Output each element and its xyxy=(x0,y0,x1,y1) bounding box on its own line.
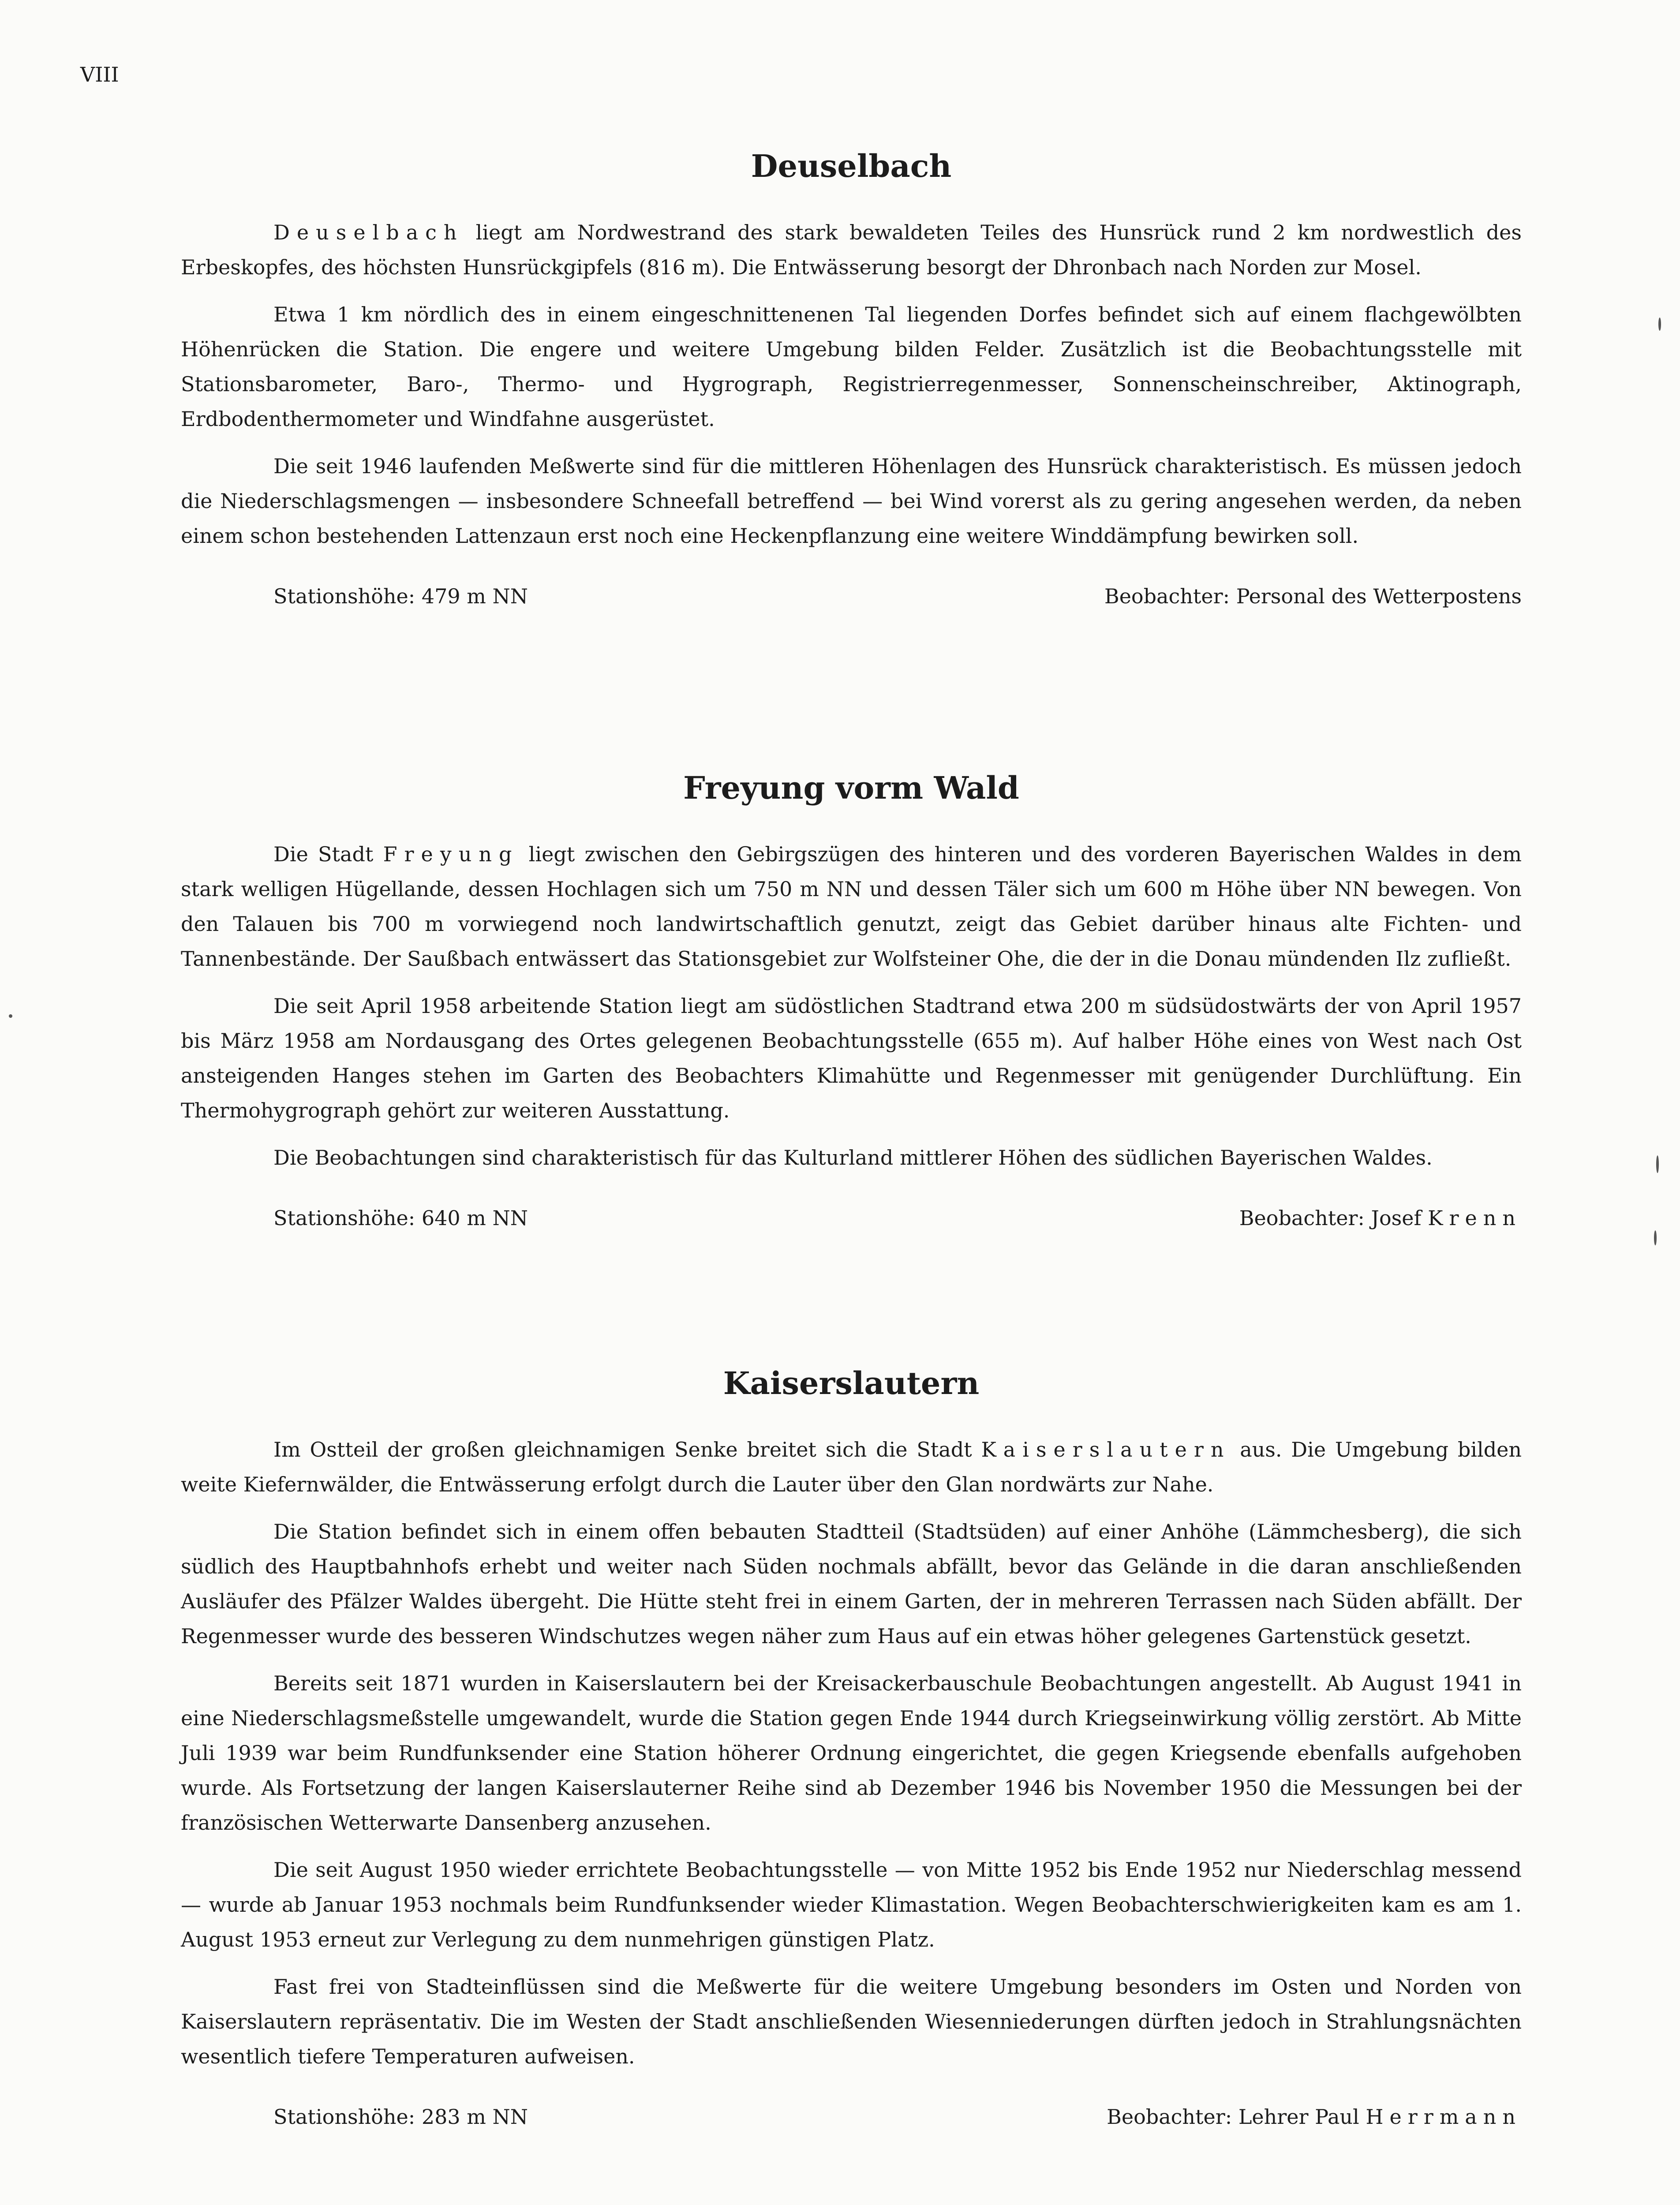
scan-speck xyxy=(1654,1230,1657,1245)
scan-speck xyxy=(9,1014,12,1018)
section-deuselbach xyxy=(181,148,1522,608)
observer-name: Krenn xyxy=(1428,1206,1522,1230)
paragraph: Die seit April 1958 arbeitende Station liegt am südöstlichen Stadtrand etwa 200 m südsüdostwärts der von April 1957 bis März 1958 am Nordausgang des Ortes gelegenen Beobachtungsstelle (655 m). Auf halber Höhe eines von West nach Ost ansteigenden Hanges stehen im Garten des Beobachters Klimahütte und Regenmesser mit genügender Durchlüftung. Ein Thermohygrograph gehört zur weiteren Ausstattung. xyxy=(181,994,1522,1122)
paragraph: Die Beobachtungen sind charakteristisch für das Kulturland mittlerer Höhen des südlichen Bayerischen Waldes. xyxy=(273,1146,1433,1170)
paragraph: Die seit 1946 laufenden Meßwerte sind für die mittleren Höhenlagen des Hunsrück charakteristisch. Es müssen jedoch die Niederschlagsmengen — insbesondere Schneefall betreffend — bei Wind vorerst als zu gering angesehen werden, da neben einem schon bestehenden Lattenzaun erst noch eine Heckenpflanzung eine weitere Winddämpfung bewirken soll. xyxy=(181,454,1522,548)
observer-label: Beobachter: Lehrer Paul xyxy=(1107,2105,1366,2129)
paragraph-text: Die Stadt xyxy=(273,842,383,866)
paragraph: Die Station befindet sich in einem offen bebauten Stadtteil (Stadtsüden) auf einer Anhöhe (Lämmchesberg), die sich südlich des Hauptbahnhofs erhebt und weiter nach Süden nochmals abfällt, bevor das Gelände in die daran anschließenden Ausläufer des Pfälzer Waldes übergeht. Die Hütte steht frei in einem Garten, der in mehreren Terrassen nach Süden abfällt. Der Regenmesser wurde des besseren Windschutzes wegen näher zum Haus auf ein etwas höher gelegenes Gartenstück gesetzt. xyxy=(181,1520,1522,1648)
paragraph-text: liegt zwischen den Gebirgszügen des hinteren und des vorderen Bayerischen Waldes in dem stark welligen Hügellande, dessen Hochlagen sich um 750 m NN und dessen Täler sich um 600 m Höhe über NN bewegen. Von den Talauen bis 700 m vorwiegend noch landwirtschaftlich genutzt, zeigt das Gebiet darüber hinaus alte Fichten- und Tannenbestände. Der Saußbach entwässert das Stationsgebiet zur Wolfsteiner Ohe, die der in die Donau mündenden Ilz zufließt. xyxy=(181,842,1522,971)
station-observer xyxy=(1239,1206,1522,1230)
station-height: Stationshöhe: 479 m NN xyxy=(273,584,528,608)
section-kaiserslautern xyxy=(181,1365,1522,2129)
paragraph: Etwa 1 km nördlich des in einem eingeschnittenenen Tal liegenden Dorfes befindet sich auf einem flachgewölbten Höhenrücken die Station. Die engere und weitere Umgebung bilden Felder. Zusätzlich ist die Beobachtungsstelle mit Stationsbarometer, Baro-, Thermo- und Hygrograph, Registrierregenmesser, Sonnenscheinschreiber, Aktinograph, Erdbodenthermometer und Windfahne ausgerüstet. xyxy=(181,303,1522,431)
paragraph-text: Im Ostteil der großen gleichnamigen Senke breitet sich die Stadt xyxy=(273,1438,981,1461)
station-observer xyxy=(1107,2105,1522,2129)
observer-name: Herrmann xyxy=(1366,2105,1522,2129)
paragraph-text: aus. Die Umgebung bilden weite Kiefernwälder, die Entwässerung erfolgt durch die Lauter über den Glan nordwärts zur Nahe. xyxy=(181,1438,1522,1496)
page-number: VIII xyxy=(80,63,119,86)
section-freyung xyxy=(181,770,1522,1230)
station-name: Kaiserslautern xyxy=(981,1438,1231,1461)
scan-speck xyxy=(1658,318,1661,331)
paragraph xyxy=(181,1432,1522,1502)
paragraph: Fast frei von Stadteinflüssen sind die Meßwerte für die weitere Umgebung besonders im Osten und Norden von Kaiserslautern repräsentativ. Die im Westen der Stadt anschließenden Wiesenniederungen dürften jedoch in Strahlungsnächten wesentlich tiefere Temperaturen aufweisen. xyxy=(181,1975,1522,2068)
station-footer xyxy=(181,1206,1522,1230)
station-name: Freyung xyxy=(383,842,519,866)
scan-speck xyxy=(1656,1155,1659,1173)
paragraph-text: liegt am Nordwestrand des stark bewaldeten Teiles des Hunsrück rund 2 km nordwestlich des Erbeskopfes, des höchsten Hunsrückgipfels (816 m). Die Entwässerung besorgt der Dhronbach nach Norden zur Mosel. xyxy=(181,220,1522,279)
station-height: Stationshöhe: 283 m NN xyxy=(273,2105,528,2129)
paragraph xyxy=(181,215,1522,285)
section-title: Kaiserslautern xyxy=(723,1365,980,1401)
paragraph: Die seit August 1950 wieder errichtete Beobachtungsstelle — von Mitte 1952 bis Ende 1952 nur Niederschlag messend — wurde ab Januar 1953 nochmals beim Rundfunksender wieder Klimastation. Wegen Beobachterschwierigkeiten kam es am 1. August 1953 erneut zur Verlegung zu dem nunmehrigen günstigen Platz. xyxy=(181,1858,1522,1951)
station-footer xyxy=(181,2105,1522,2129)
section-title: Deuselbach xyxy=(751,148,952,184)
paragraph xyxy=(181,837,1522,976)
station-height: Stationshöhe: 640 m NN xyxy=(273,1206,528,1230)
station-name: Deuselbach xyxy=(273,220,464,244)
observer-label: Beobachter: Josef xyxy=(1239,1206,1428,1230)
paragraph: Bereits seit 1871 wurden in Kaiserslautern bei der Kreisackerbauschule Beobachtungen angestellt. Ab August 1941 in eine Niederschlagsmeßstelle umgewandelt, wurde die Station gegen Ende 1944 durch Kriegseinwirkung völlig zerstört. Ab Mitte Juli 1939 war beim Rundfunksender eine Station höherer Ordnung eingerichtet, die gegen Kriegsende ebenfalls aufgehoben wurde. Als Fortsetzung der langen Kaiserslauterner Reihe sind ab Dezember 1946 bis November 1950 die Messungen bei der französischen Wetterwarte Dansenberg anzusehen. xyxy=(181,1671,1522,1835)
section-title: Freyung vorm Wald xyxy=(683,770,1019,806)
station-footer xyxy=(181,584,1522,608)
station-observer: Beobachter: Personal des Wetterpostens xyxy=(1104,584,1522,608)
